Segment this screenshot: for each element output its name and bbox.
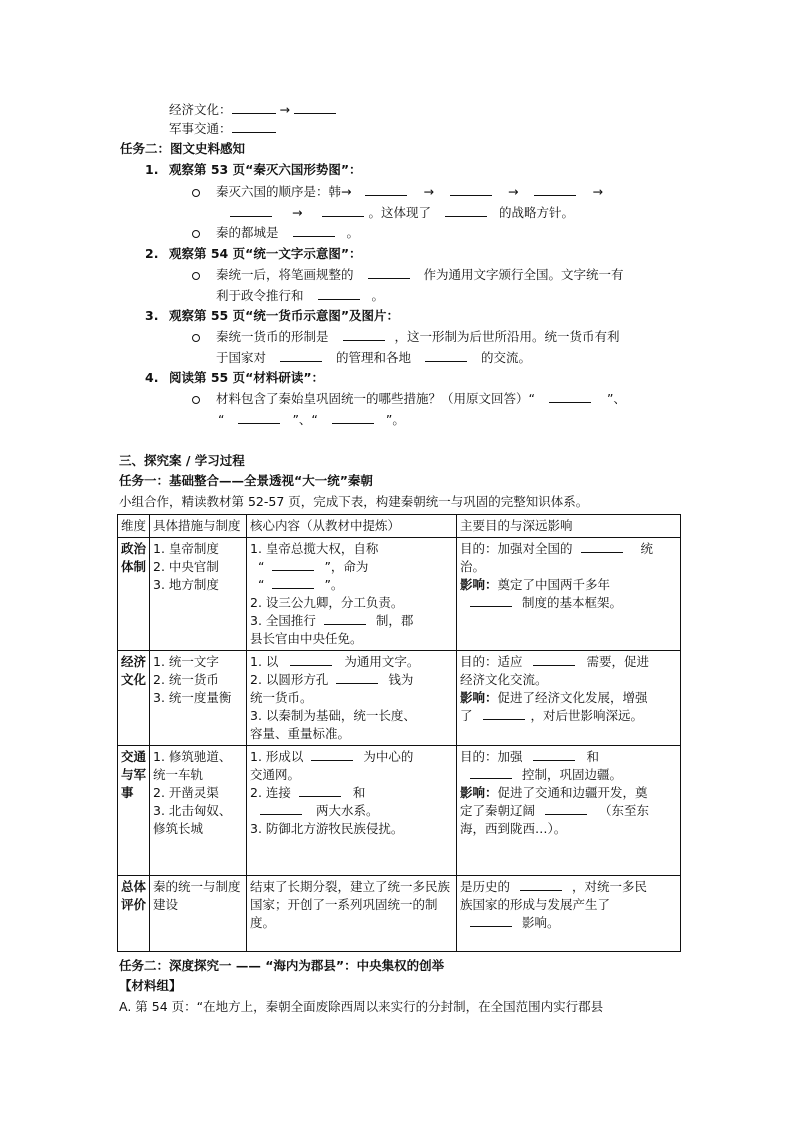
bullet-icon [192, 334, 200, 342]
content-cell: 1. 皇帝总揽大权，自称 “ ”，命为 “ ”。 2. 设三公九卿，分工负责。 3. 全国推行 制，郡 县长官由中央任免。 [247, 538, 457, 651]
task2b-title: 任务二：深度探究一 —— “海内为郡县”：中央集权的创举 [119, 958, 445, 973]
item1-bullet2: 秦的都城是 。 [192, 225, 359, 241]
blank[interactable] [549, 391, 591, 403]
dimension-cell: 交通与军事 [118, 746, 150, 876]
material-group-label: 【材料组】 [119, 978, 182, 993]
blank[interactable] [299, 785, 341, 797]
header-cell: 具体措施与制度 [150, 515, 247, 538]
bullet-icon [192, 396, 200, 404]
item3-bullet1-cont: 于国家对 的管理和各地 的交流。 [216, 350, 531, 365]
blank[interactable] [290, 654, 332, 666]
blank[interactable] [280, 350, 322, 362]
blank[interactable] [272, 559, 314, 571]
purpose-cell: 目的：加强 和 控制，巩固边疆。 影响：促进了交通和边疆开发，奠 定了秦朝辽阔 （东至东 海，西到陇西…）。 [457, 746, 681, 876]
econ-label: 经济文化： [169, 102, 232, 117]
blank[interactable] [318, 288, 360, 300]
mil-line [169, 121, 276, 137]
content-cell: 结束了长期分裂，建立了统一多民族国家；开创了一系列巩固统一的制度。 [247, 876, 457, 952]
blank[interactable] [545, 803, 587, 815]
bullet-icon [192, 230, 200, 238]
blank[interactable] [533, 749, 575, 761]
blank[interactable] [232, 102, 276, 114]
purpose-cell: 目的：加强对全国的 统 治。 影响：奠定了中国两千多年 制度的基本框架。 [457, 538, 681, 651]
blank[interactable] [294, 102, 336, 114]
section3-title: 三、探究案 / 学习过程 [119, 453, 245, 468]
blank[interactable] [425, 350, 467, 362]
content-cell: 1. 以 为通用文字。 2. 以圆形方孔 钱为 统一货币。 3. 以秦制为基础，统一长度、 容量、重量标准。 [247, 651, 457, 746]
blank[interactable] [581, 541, 623, 553]
blank[interactable] [336, 672, 378, 684]
item3-bullet1: 秦统一货币的形制是 ，这一形制为后世所沿用。统一货币有利 [192, 329, 620, 345]
blank[interactable] [324, 613, 366, 625]
table-row [118, 746, 681, 876]
blank[interactable] [470, 767, 512, 779]
table-row [118, 876, 681, 952]
task2-item-4: 4. 阅读第 55 页“材料研读”： [145, 370, 325, 385]
table-row [118, 651, 681, 746]
bullet-icon [192, 189, 200, 197]
blank[interactable] [272, 577, 314, 589]
header-cell: 核心内容（从教材中提炼） [247, 515, 457, 538]
task2-item-2: 2. 观察第 54 页“统一文字示意图”： [145, 246, 362, 261]
measures-cell: 1. 统一文字 2. 统一货币 3. 统一度量衡 [150, 651, 247, 746]
blank[interactable] [260, 803, 302, 815]
dimension-cell: 政治体制 [118, 538, 150, 651]
blank[interactable] [520, 879, 562, 891]
item4-bullet1-cont: “ ”、“ ”。 [218, 412, 405, 427]
table-row [118, 538, 681, 651]
blank[interactable] [445, 205, 487, 217]
arrow-icon: → [279, 102, 290, 117]
dimension-cell: 经济文化 [118, 651, 150, 746]
item2-bullet1: 秦统一后，将笔画规整的 作为通用文字颁行全国。文字统一有 [192, 267, 624, 283]
blank[interactable] [322, 205, 364, 217]
measures-cell: 秦的统一与制度建设 [150, 876, 247, 952]
purpose-cell: 目的：适应 需要，促进 经济文化交流。 影响：促进了经济文化发展，增强 了 ，对后世影响深远。 [457, 651, 681, 746]
blank[interactable] [293, 225, 335, 237]
blank[interactable] [365, 184, 407, 196]
purpose-cell: 是历史的 ，对统一多民 族国家的形成与发展产生了 影响。 [457, 876, 681, 952]
item2-bullet1-cont: 利于政令推行和 。 [216, 288, 384, 303]
blank[interactable] [470, 595, 512, 607]
blank[interactable] [368, 267, 410, 279]
section3-intro: 小组合作，精读教材第 52-57 页，完成下表，构建秦朝统一与巩固的完整知识体系。 [119, 494, 589, 509]
knowledge-table [117, 514, 681, 952]
blank[interactable] [483, 708, 525, 720]
blank[interactable] [450, 184, 492, 196]
blank[interactable] [232, 121, 276, 133]
content-cell: 1. 形成以 为中心的 交通网。 2. 连接 和 两大水系。 3. 防御北方游牧民族侵扰。 [247, 746, 457, 876]
header-cell: 维度 [118, 515, 150, 538]
table-header-row [118, 515, 681, 538]
task2-item-3: 3. 观察第 55 页“统一货币示意图”及图片： [145, 308, 400, 323]
bullet-icon [192, 272, 200, 280]
mil-label: 军事交通： [169, 121, 232, 136]
section3-task1: 任务一：基础整合——全景透视“大一统”秦朝 [119, 473, 373, 488]
task2-item-1: 1. 观察第 53 页“秦灭六国形势图”： [145, 162, 362, 177]
blank[interactable] [238, 412, 280, 424]
blank[interactable] [534, 184, 576, 196]
item4-bullet1: 材料包含了秦始皇巩固统一的哪些措施？（用原文回答）“ ”、 [192, 391, 626, 407]
task2-title: 任务二：图文史料感知 [120, 141, 246, 156]
blank[interactable] [470, 915, 512, 927]
blank[interactable] [343, 329, 385, 341]
header-cell: 主要目的与深远影响 [457, 515, 681, 538]
item1-bullet1: 秦灭六国的顺序是：韩→ → → → [192, 184, 619, 200]
blank[interactable] [230, 205, 272, 217]
blank[interactable] [332, 412, 374, 424]
item1-bullet1-cont: → 。这体现了 的战略方针。 [230, 205, 574, 221]
dimension-cell: 总体评价 [118, 876, 150, 952]
blank[interactable] [533, 654, 575, 666]
measures-cell: 1. 皇帝制度 2. 中央官制 3. 地方制度 [150, 538, 247, 651]
blank[interactable] [311, 749, 353, 761]
econ-line [169, 102, 336, 118]
measures-cell: 1. 修筑驰道、统一车轨 2. 开凿灵渠 3. 北击匈奴、修筑长城 [150, 746, 247, 876]
material-a-line: A. 第 54 页：“在地方上，秦朝全面废除西周以来实行的分封制，在全国范围内实行郡县 [119, 999, 604, 1014]
